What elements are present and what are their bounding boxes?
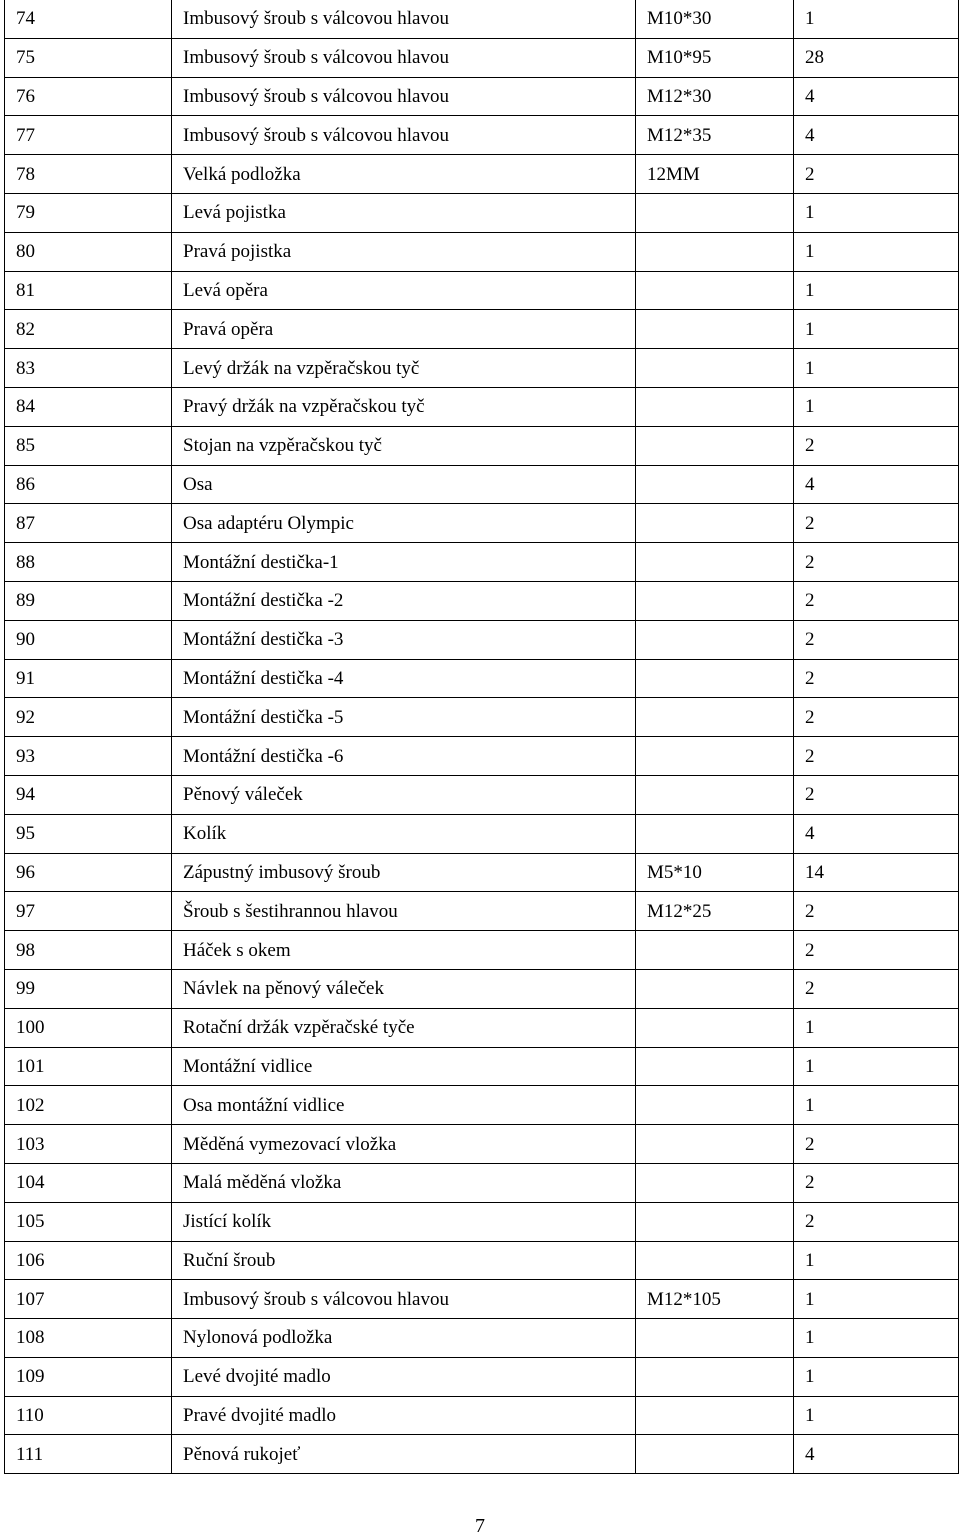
part-quantity-cell: 4 [794,77,959,116]
table-row [5,659,959,698]
table-row [5,620,959,659]
table-row [5,698,959,737]
part-size-cell [636,1396,794,1435]
part-quantity-cell: 1 [794,1280,959,1319]
part-name-cell: Pravá opěra [172,310,636,349]
part-number-cell: 96 [5,853,172,892]
part-quantity-cell: 2 [794,698,959,737]
part-number-cell: 99 [5,969,172,1008]
parts-table-body [5,0,959,1474]
part-quantity-cell: 4 [794,116,959,155]
part-size-cell [636,387,794,426]
part-size-cell: 12MM [636,155,794,194]
part-quantity-cell: 28 [794,38,959,77]
part-size-cell: M10*30 [636,0,794,38]
part-size-cell [636,581,794,620]
part-size-cell [636,1163,794,1202]
part-quantity-cell: 2 [794,426,959,465]
part-quantity-cell: 2 [794,931,959,970]
part-number-cell: 101 [5,1047,172,1086]
part-name-cell: Montážní destička-1 [172,543,636,582]
part-name-cell: Háček s okem [172,931,636,970]
table-row [5,775,959,814]
part-name-cell: Ruční šroub [172,1241,636,1280]
part-size-cell [636,349,794,388]
part-number-cell: 109 [5,1357,172,1396]
part-name-cell: Šroub s šestihrannou hlavou [172,892,636,931]
part-name-cell: Montážní destička -5 [172,698,636,737]
part-number-cell: 76 [5,77,172,116]
part-size-cell [636,1125,794,1164]
table-row [5,1047,959,1086]
part-size-cell [636,1202,794,1241]
part-quantity-cell: 1 [794,1357,959,1396]
part-name-cell: Osa adaptéru Olympic [172,504,636,543]
part-number-cell: 75 [5,38,172,77]
part-name-cell: Pěnový váleček [172,775,636,814]
part-quantity-cell: 1 [794,1241,959,1280]
part-quantity-cell: 4 [794,814,959,853]
part-size-cell [636,1435,794,1474]
part-size-cell: M12*30 [636,77,794,116]
part-number-cell: 89 [5,581,172,620]
part-number-cell: 104 [5,1163,172,1202]
table-row [5,1086,959,1125]
part-name-cell: Levá pojistka [172,193,636,232]
part-name-cell: Montážní vidlice [172,1047,636,1086]
part-quantity-cell: 2 [794,737,959,776]
table-row [5,1319,959,1358]
part-quantity-cell: 1 [794,271,959,310]
part-quantity-cell: 2 [794,1163,959,1202]
part-number-cell: 80 [5,232,172,271]
part-size-cell [636,465,794,504]
table-row [5,892,959,931]
table-row [5,271,959,310]
table-row [5,1008,959,1047]
part-quantity-cell: 1 [794,193,959,232]
part-number-cell: 81 [5,271,172,310]
part-name-cell: Velká podložka [172,155,636,194]
part-number-cell: 88 [5,543,172,582]
part-number-cell: 105 [5,1202,172,1241]
table-row [5,1163,959,1202]
part-number-cell: 93 [5,737,172,776]
table-row [5,581,959,620]
part-quantity-cell: 4 [794,465,959,504]
part-number-cell: 84 [5,387,172,426]
part-name-cell: Pravá pojistka [172,232,636,271]
part-number-cell: 92 [5,698,172,737]
part-name-cell: Montážní destička -3 [172,620,636,659]
part-quantity-cell: 2 [794,1202,959,1241]
part-number-cell: 110 [5,1396,172,1435]
table-row [5,1435,959,1474]
table-row [5,77,959,116]
part-size-cell [636,814,794,853]
part-number-cell: 94 [5,775,172,814]
table-row [5,310,959,349]
part-size-cell [636,775,794,814]
part-number-cell: 78 [5,155,172,194]
part-quantity-cell: 1 [794,1086,959,1125]
part-quantity-cell: 14 [794,853,959,892]
part-quantity-cell: 2 [794,504,959,543]
part-quantity-cell: 1 [794,0,959,38]
table-row [5,426,959,465]
part-number-cell: 95 [5,814,172,853]
part-quantity-cell: 2 [794,581,959,620]
part-number-cell: 87 [5,504,172,543]
part-name-cell: Stojan na vzpěračskou tyč [172,426,636,465]
part-name-cell: Imbusový šroub s válcovou hlavou [172,116,636,155]
part-number-cell: 86 [5,465,172,504]
part-name-cell: Rotační držák vzpěračské tyče [172,1008,636,1047]
part-size-cell [636,1086,794,1125]
table-row [5,1357,959,1396]
part-name-cell: Měděná vymezovací vložka [172,1125,636,1164]
part-quantity-cell: 1 [794,1047,959,1086]
part-size-cell [636,1008,794,1047]
table-row [5,387,959,426]
part-size-cell [636,969,794,1008]
table-row [5,465,959,504]
part-number-cell: 91 [5,659,172,698]
part-number-cell: 103 [5,1125,172,1164]
part-quantity-cell: 1 [794,1008,959,1047]
part-quantity-cell: 1 [794,1396,959,1435]
part-quantity-cell: 2 [794,543,959,582]
part-size-cell [636,620,794,659]
part-name-cell: Levý držák na vzpěračskou tyč [172,349,636,388]
table-row [5,116,959,155]
part-name-cell: Montážní destička -2 [172,581,636,620]
part-quantity-cell: 2 [794,1125,959,1164]
part-quantity-cell: 1 [794,1319,959,1358]
table-row [5,504,959,543]
part-size-cell: M5*10 [636,853,794,892]
part-size-cell [636,310,794,349]
part-size-cell: M10*95 [636,38,794,77]
part-number-cell: 111 [5,1435,172,1474]
part-size-cell [636,659,794,698]
part-size-cell [636,737,794,776]
table-row [5,737,959,776]
part-quantity-cell: 1 [794,232,959,271]
part-size-cell [636,193,794,232]
table-row [5,969,959,1008]
part-size-cell [636,543,794,582]
part-number-cell: 98 [5,931,172,970]
part-number-cell: 74 [5,0,172,38]
part-name-cell: Levá opěra [172,271,636,310]
table-row [5,1280,959,1319]
part-name-cell: Imbusový šroub s válcovou hlavou [172,77,636,116]
part-size-cell [636,698,794,737]
part-quantity-cell: 2 [794,775,959,814]
part-number-cell: 100 [5,1008,172,1047]
table-row [5,1241,959,1280]
table-row [5,1125,959,1164]
part-number-cell: 85 [5,426,172,465]
part-name-cell: Jistící kolík [172,1202,636,1241]
part-number-cell: 77 [5,116,172,155]
table-row [5,193,959,232]
part-name-cell: Montážní destička -4 [172,659,636,698]
parts-table [4,0,959,1474]
part-name-cell: Imbusový šroub s válcovou hlavou [172,38,636,77]
part-name-cell: Levé dvojité madlo [172,1357,636,1396]
part-name-cell: Imbusový šroub s válcovou hlavou [172,1280,636,1319]
part-name-cell: Nylonová podložka [172,1319,636,1358]
part-name-cell: Osa [172,465,636,504]
part-name-cell: Montážní destička -6 [172,737,636,776]
table-row [5,155,959,194]
table-row [5,349,959,388]
part-quantity-cell: 2 [794,969,959,1008]
part-name-cell: Kolík [172,814,636,853]
part-size-cell [636,426,794,465]
part-number-cell: 97 [5,892,172,931]
part-size-cell [636,271,794,310]
part-name-cell: Malá měděná vložka [172,1163,636,1202]
page-number: 7 [475,1515,485,1537]
part-quantity-cell: 2 [794,892,959,931]
part-number-cell: 90 [5,620,172,659]
table-row [5,0,959,38]
part-quantity-cell: 4 [794,1435,959,1474]
part-name-cell: Návlek na pěnový váleček [172,969,636,1008]
part-number-cell: 107 [5,1280,172,1319]
part-size-cell [636,1357,794,1396]
part-size-cell: M12*25 [636,892,794,931]
table-row [5,853,959,892]
table-row [5,814,959,853]
part-number-cell: 102 [5,1086,172,1125]
part-size-cell [636,504,794,543]
table-row [5,38,959,77]
part-name-cell: Imbusový šroub s válcovou hlavou [172,0,636,38]
part-name-cell: Pěnová rukojeť [172,1435,636,1474]
part-name-cell: Pravé dvojité madlo [172,1396,636,1435]
part-quantity-cell: 1 [794,310,959,349]
part-quantity-cell: 1 [794,387,959,426]
part-size-cell [636,1047,794,1086]
part-name-cell: Osa montážní vidlice [172,1086,636,1125]
part-quantity-cell: 2 [794,620,959,659]
part-number-cell: 82 [5,310,172,349]
table-row [5,931,959,970]
part-quantity-cell: 2 [794,155,959,194]
part-quantity-cell: 1 [794,349,959,388]
part-name-cell: Zápustný imbusový šroub [172,853,636,892]
part-size-cell [636,931,794,970]
table-row [5,232,959,271]
part-size-cell: M12*35 [636,116,794,155]
part-number-cell: 106 [5,1241,172,1280]
part-size-cell [636,232,794,271]
part-name-cell: Pravý držák na vzpěračskou tyč [172,387,636,426]
part-size-cell [636,1319,794,1358]
part-size-cell [636,1241,794,1280]
part-number-cell: 83 [5,349,172,388]
table-row [5,543,959,582]
part-number-cell: 108 [5,1319,172,1358]
table-row [5,1396,959,1435]
table-row [5,1202,959,1241]
part-size-cell: M12*105 [636,1280,794,1319]
part-quantity-cell: 2 [794,659,959,698]
part-number-cell: 79 [5,193,172,232]
